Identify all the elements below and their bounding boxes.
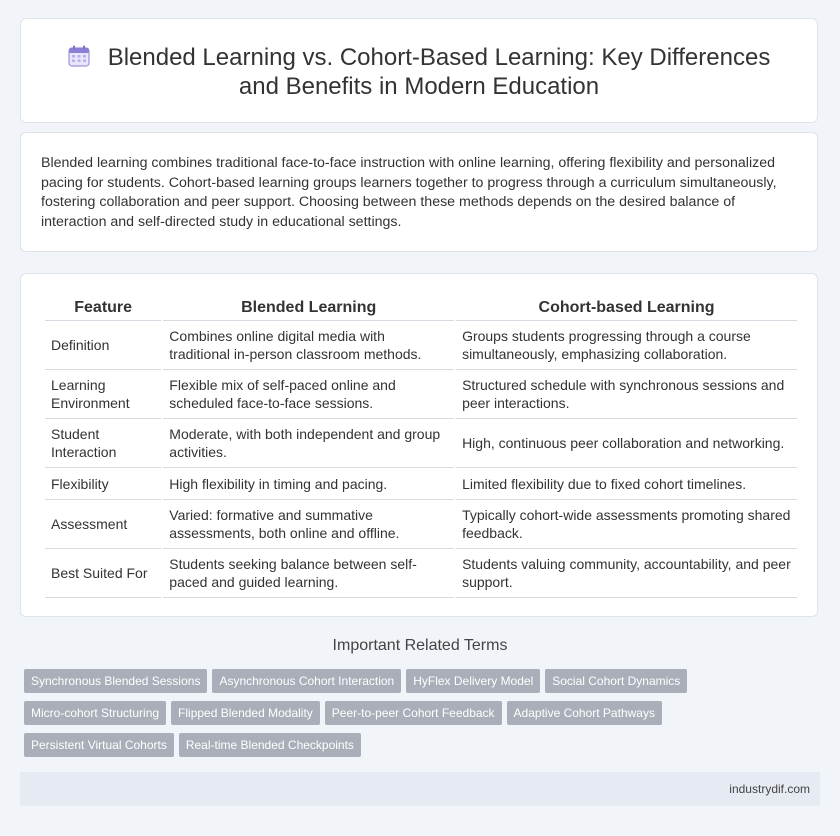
feature-cell: Student Interaction: [45, 419, 161, 468]
table-header-row: [45, 294, 797, 321]
comparison-card: [20, 273, 818, 617]
related-term-tag[interactable]: HyFlex Delivery Model: [406, 669, 540, 693]
table-row: [45, 321, 797, 370]
table-row: [45, 549, 797, 598]
related-term-tag[interactable]: Micro-cohort Structuring: [24, 701, 166, 725]
feature-cell: Learning Environment: [45, 370, 161, 419]
related-terms-title: Important Related Terms: [332, 637, 508, 654]
calendar-icon: [68, 45, 90, 67]
feature-cell: Assessment: [45, 500, 161, 549]
related-term-tag[interactable]: Persistent Virtual Cohorts: [24, 733, 174, 757]
intro-paragraph: Blended learning combines traditional face-to-face instruction with online learning, offering flexibility and personalized pacing for students. Cohort-based learning groups learners together to progress through a curriculum simultaneously, fostering collaboration and peer support. Choosing between these methods depends on the desired balance of interaction and self-directed study in educational settings.: [41, 155, 777, 230]
blended-cell: Students seeking balance between self-paced and guided learning.: [163, 549, 454, 598]
table-row: [45, 419, 797, 468]
table-row: [45, 468, 797, 500]
blended-cell: Flexible mix of self-paced online and scheduled face-to-face sessions.: [163, 370, 454, 419]
related-term-tag[interactable]: Flipped Blended Modality: [171, 701, 320, 725]
feature-cell: Best Suited For: [45, 549, 161, 598]
table-row: [45, 370, 797, 419]
cohort-cell: High, continuous peer collaboration and networking.: [456, 419, 797, 468]
header-cohort: Cohort-based Learning: [456, 294, 797, 321]
header-feature: Feature: [45, 294, 161, 321]
feature-cell: Definition: [45, 321, 161, 370]
blended-cell: Combines online digital media with traditional in-person classroom methods.: [163, 321, 454, 370]
source-label[interactable]: industrydif.com: [729, 782, 810, 796]
page-title: Blended Learning vs. Cohort-Based Learning: Key Differences and Benefits in Modern Education: [107, 44, 771, 100]
related-term-tag[interactable]: Asynchronous Cohort Interaction: [212, 669, 401, 693]
blended-cell: High flexibility in timing and pacing.: [163, 468, 454, 500]
title-card: [20, 18, 818, 123]
header-blended: Blended Learning: [163, 294, 454, 321]
comparison-table: [43, 294, 799, 598]
related-term-tag[interactable]: Social Cohort Dynamics: [545, 669, 687, 693]
footer-bar: [20, 772, 820, 806]
related-term-tag[interactable]: Synchronous Blended Sessions: [24, 669, 207, 693]
cohort-cell: Typically cohort-wide assessments promoting shared feedback.: [456, 500, 797, 549]
related-term-tag[interactable]: Adaptive Cohort Pathways: [507, 701, 662, 725]
blended-cell: Moderate, with both independent and group activities.: [163, 419, 454, 468]
table-row: [45, 500, 797, 549]
page-title-wrap: [51, 43, 787, 101]
related-terms-tags: [24, 669, 804, 765]
cohort-cell: Students valuing community, accountability, and peer support.: [456, 549, 797, 598]
feature-cell: Flexibility: [45, 468, 161, 500]
cohort-cell: Limited flexibility due to fixed cohort timelines.: [456, 468, 797, 500]
intro-card: [20, 132, 818, 252]
related-term-tag[interactable]: Real-time Blended Checkpoints: [179, 733, 361, 757]
cohort-cell: Structured schedule with synchronous sessions and peer interactions.: [456, 370, 797, 419]
cohort-cell: Groups students progressing through a course simultaneously, emphasizing collaboration.: [456, 321, 797, 370]
related-term-tag[interactable]: Peer-to-peer Cohort Feedback: [325, 701, 502, 725]
blended-cell: Varied: formative and summative assessments, both online and offline.: [163, 500, 454, 549]
